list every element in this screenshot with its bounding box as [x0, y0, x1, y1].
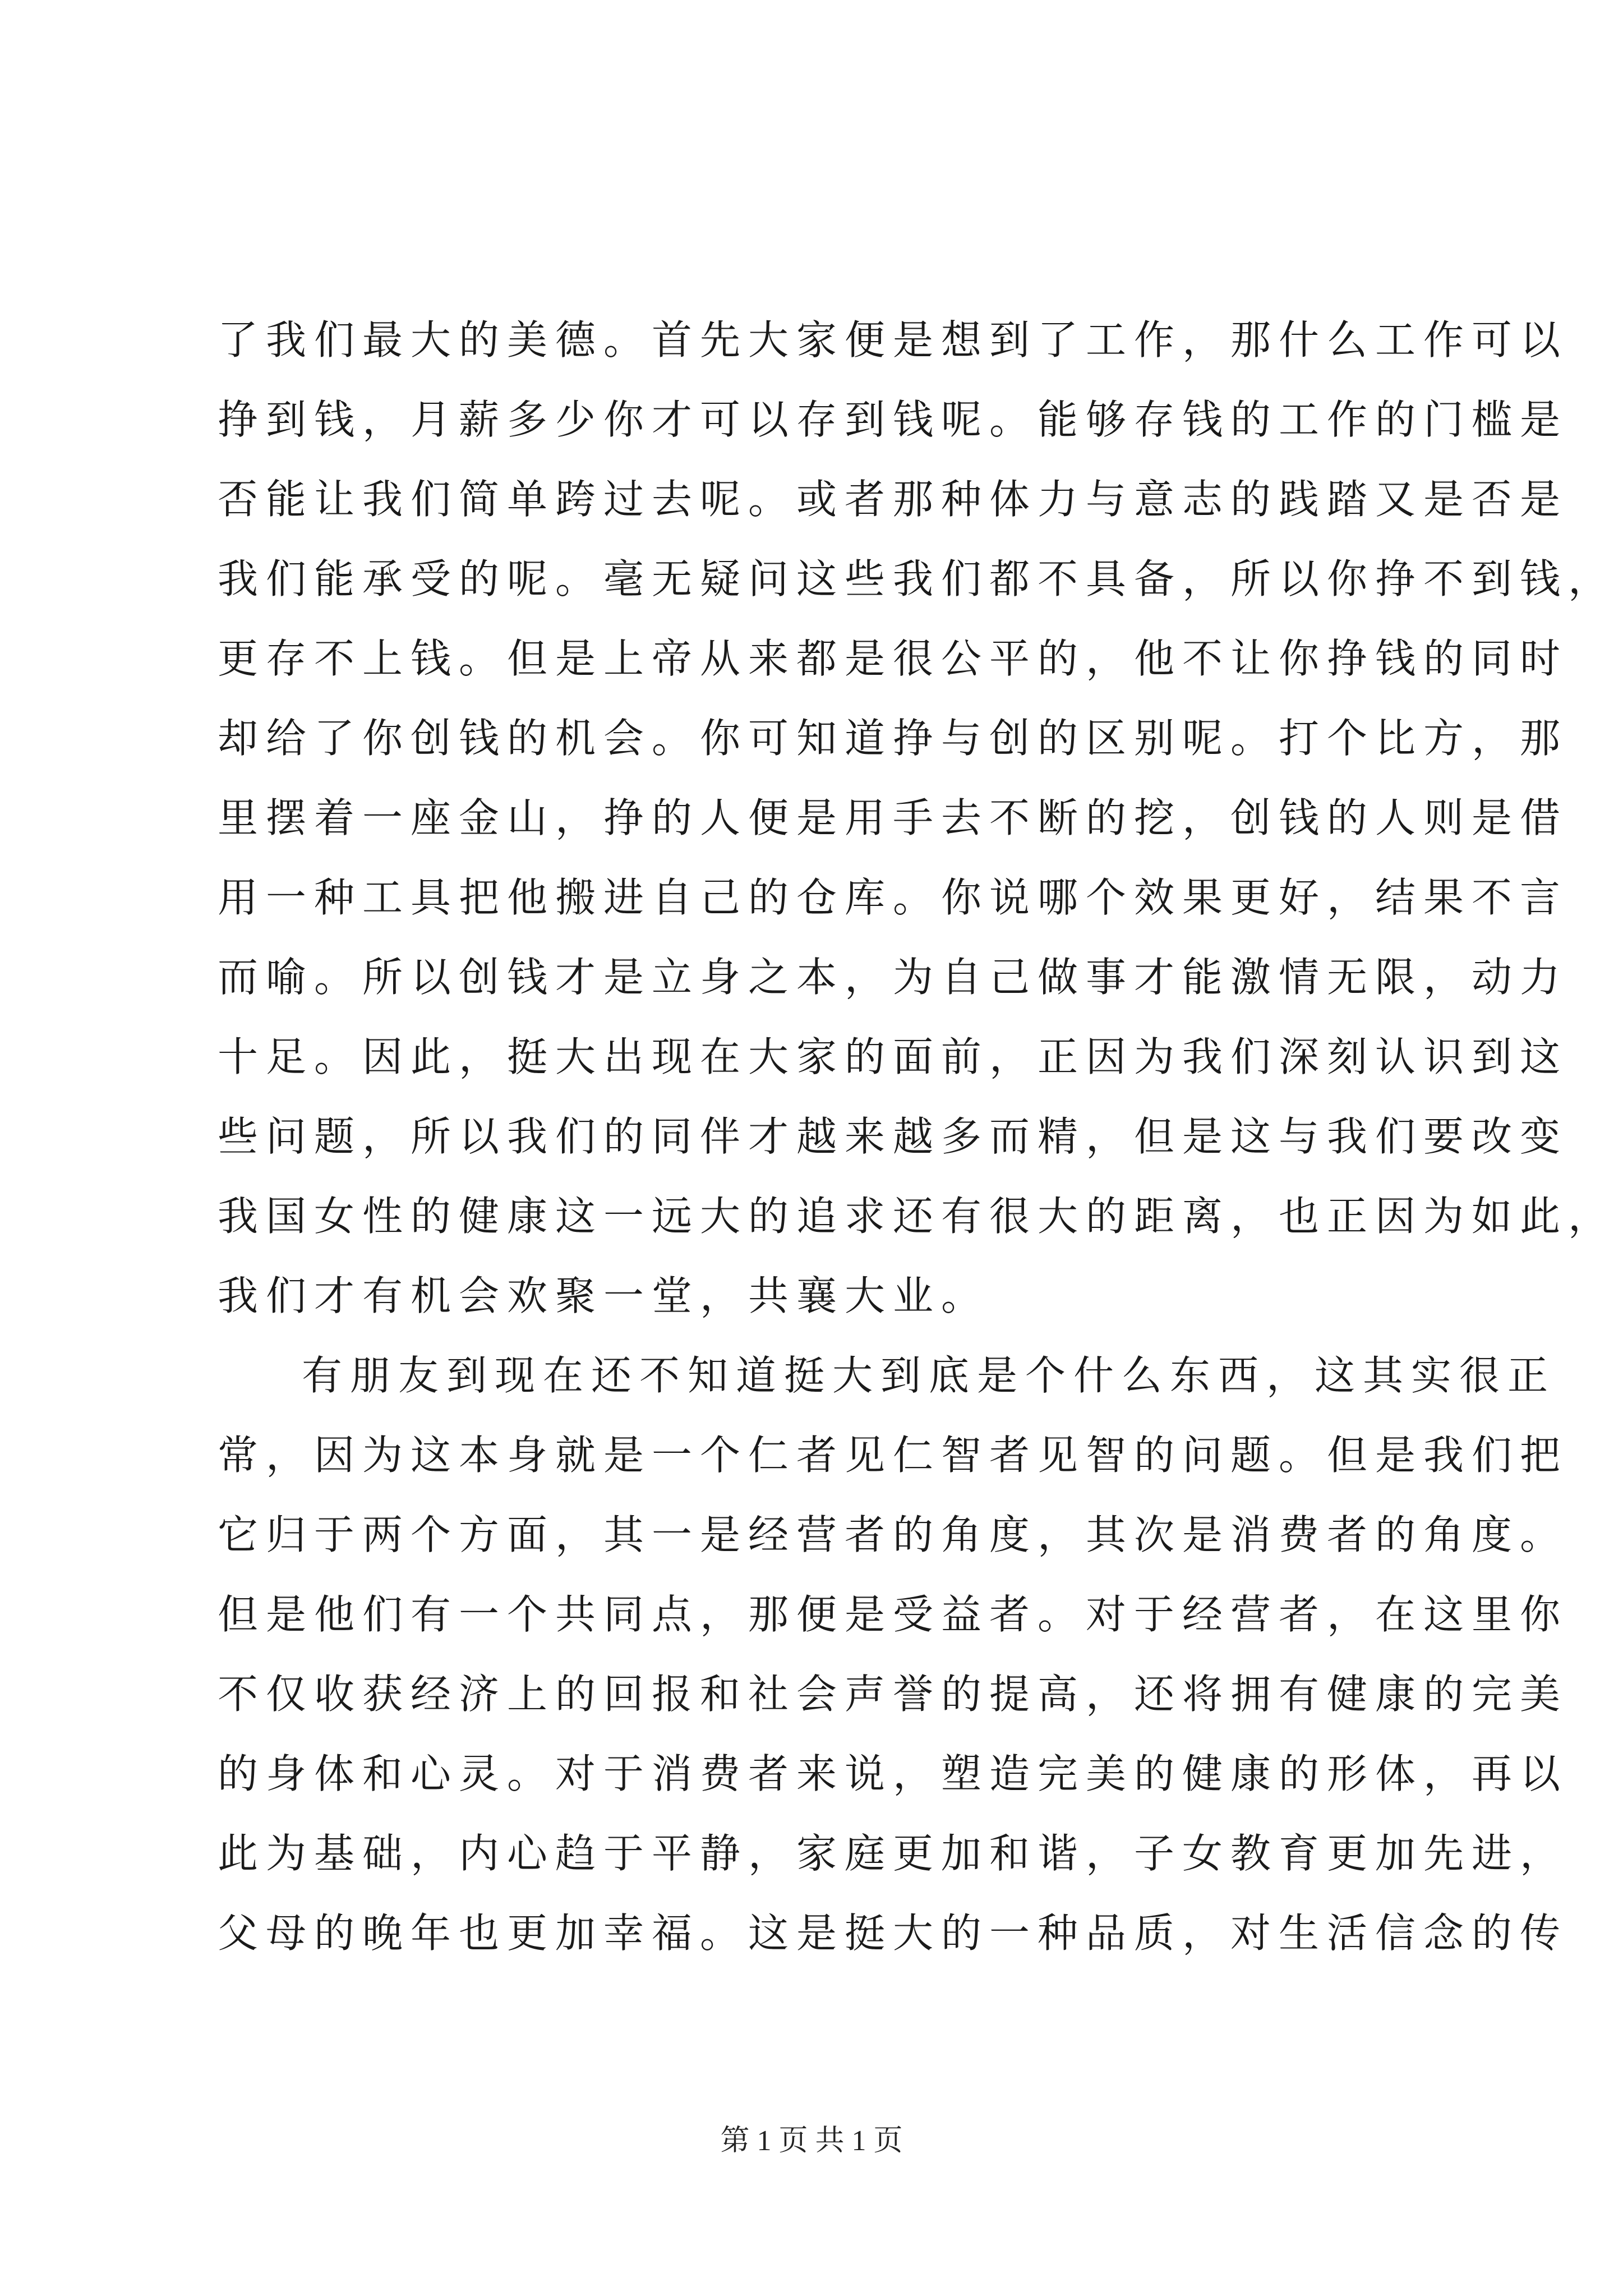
text-line: 否能让我们简单跨过去呢。或者那种体力与意志的践踏又是否是	[218, 476, 1569, 523]
text-line: 却给了你创钱的机会。你可知道挣与创的区别呢。打个比方，那	[218, 715, 1569, 762]
text-line: 它归于两个方面，其一是经营者的角度，其次是消费者的角度。	[218, 1511, 1569, 1558]
paragraph-first-line: 有朋友到现在还不知道挺大到底是个什么东西，这其实很正	[302, 1352, 1556, 1399]
text-line: 我国女性的健康这一远大的追求还有很大的距离，也正因为如此，	[218, 1193, 1617, 1240]
text-line: 的身体和心灵。对于消费者来说，塑造完美的健康的形体，再以	[218, 1750, 1569, 1797]
text-line: 此为基础，内心趋于平静，家庭更加和谐，子女教育更加先进，	[218, 1830, 1569, 1877]
text-line: 些问题，所以我们的同伴才越来越多而精，但是这与我们要改变	[218, 1113, 1569, 1160]
text-line: 而喻。所以创钱才是立身之本，为自己做事才能激情无限，动力	[218, 954, 1569, 1001]
text-line: 挣到钱，月薪多少你才可以存到钱呢。能够存钱的工作的门槛是	[218, 396, 1569, 443]
text-line: 用一种工具把他搬进自己的仓库。你说哪个效果更好，结果不言	[218, 874, 1569, 921]
text-line: 我们才有机会欢聚一堂，共襄大业。	[218, 1272, 990, 1319]
text-line: 了我们最大的美德。首先大家便是想到了工作，那什么工作可以	[218, 316, 1569, 364]
text-line: 我们能承受的呢。毫无疑问这些我们都不具备，所以你挣不到钱，	[218, 555, 1617, 602]
text-line: 父母的晚年也更加幸福。这是挺大的一种品质，对生活信念的传	[218, 1910, 1569, 1957]
text-line: 更存不上钱。但是上帝从来都是很公平的，他不让你挣钱的同时	[218, 635, 1569, 682]
text-line: 但是他们有一个共同点，那便是受益者。对于经营者，在这里你	[218, 1591, 1569, 1638]
text-line: 十足。因此，挺大出现在大家的面前，正因为我们深刻认识到这	[218, 1033, 1569, 1080]
text-line: 常，因为这本身就是一个仁者见仁智者见智的问题。但是我们把	[218, 1432, 1569, 1479]
document-body	[218, 300, 1617, 1973]
text-line: 不仅收获经济上的回报和社会声誉的提高，还将拥有健康的完美	[218, 1671, 1569, 1718]
text-line: 里摆着一座金山，挣的人便是用手去不断的挖，创钱的人则是借	[218, 794, 1569, 841]
page-number-footer: 第 1 页 共 1 页	[720, 2125, 903, 2157]
